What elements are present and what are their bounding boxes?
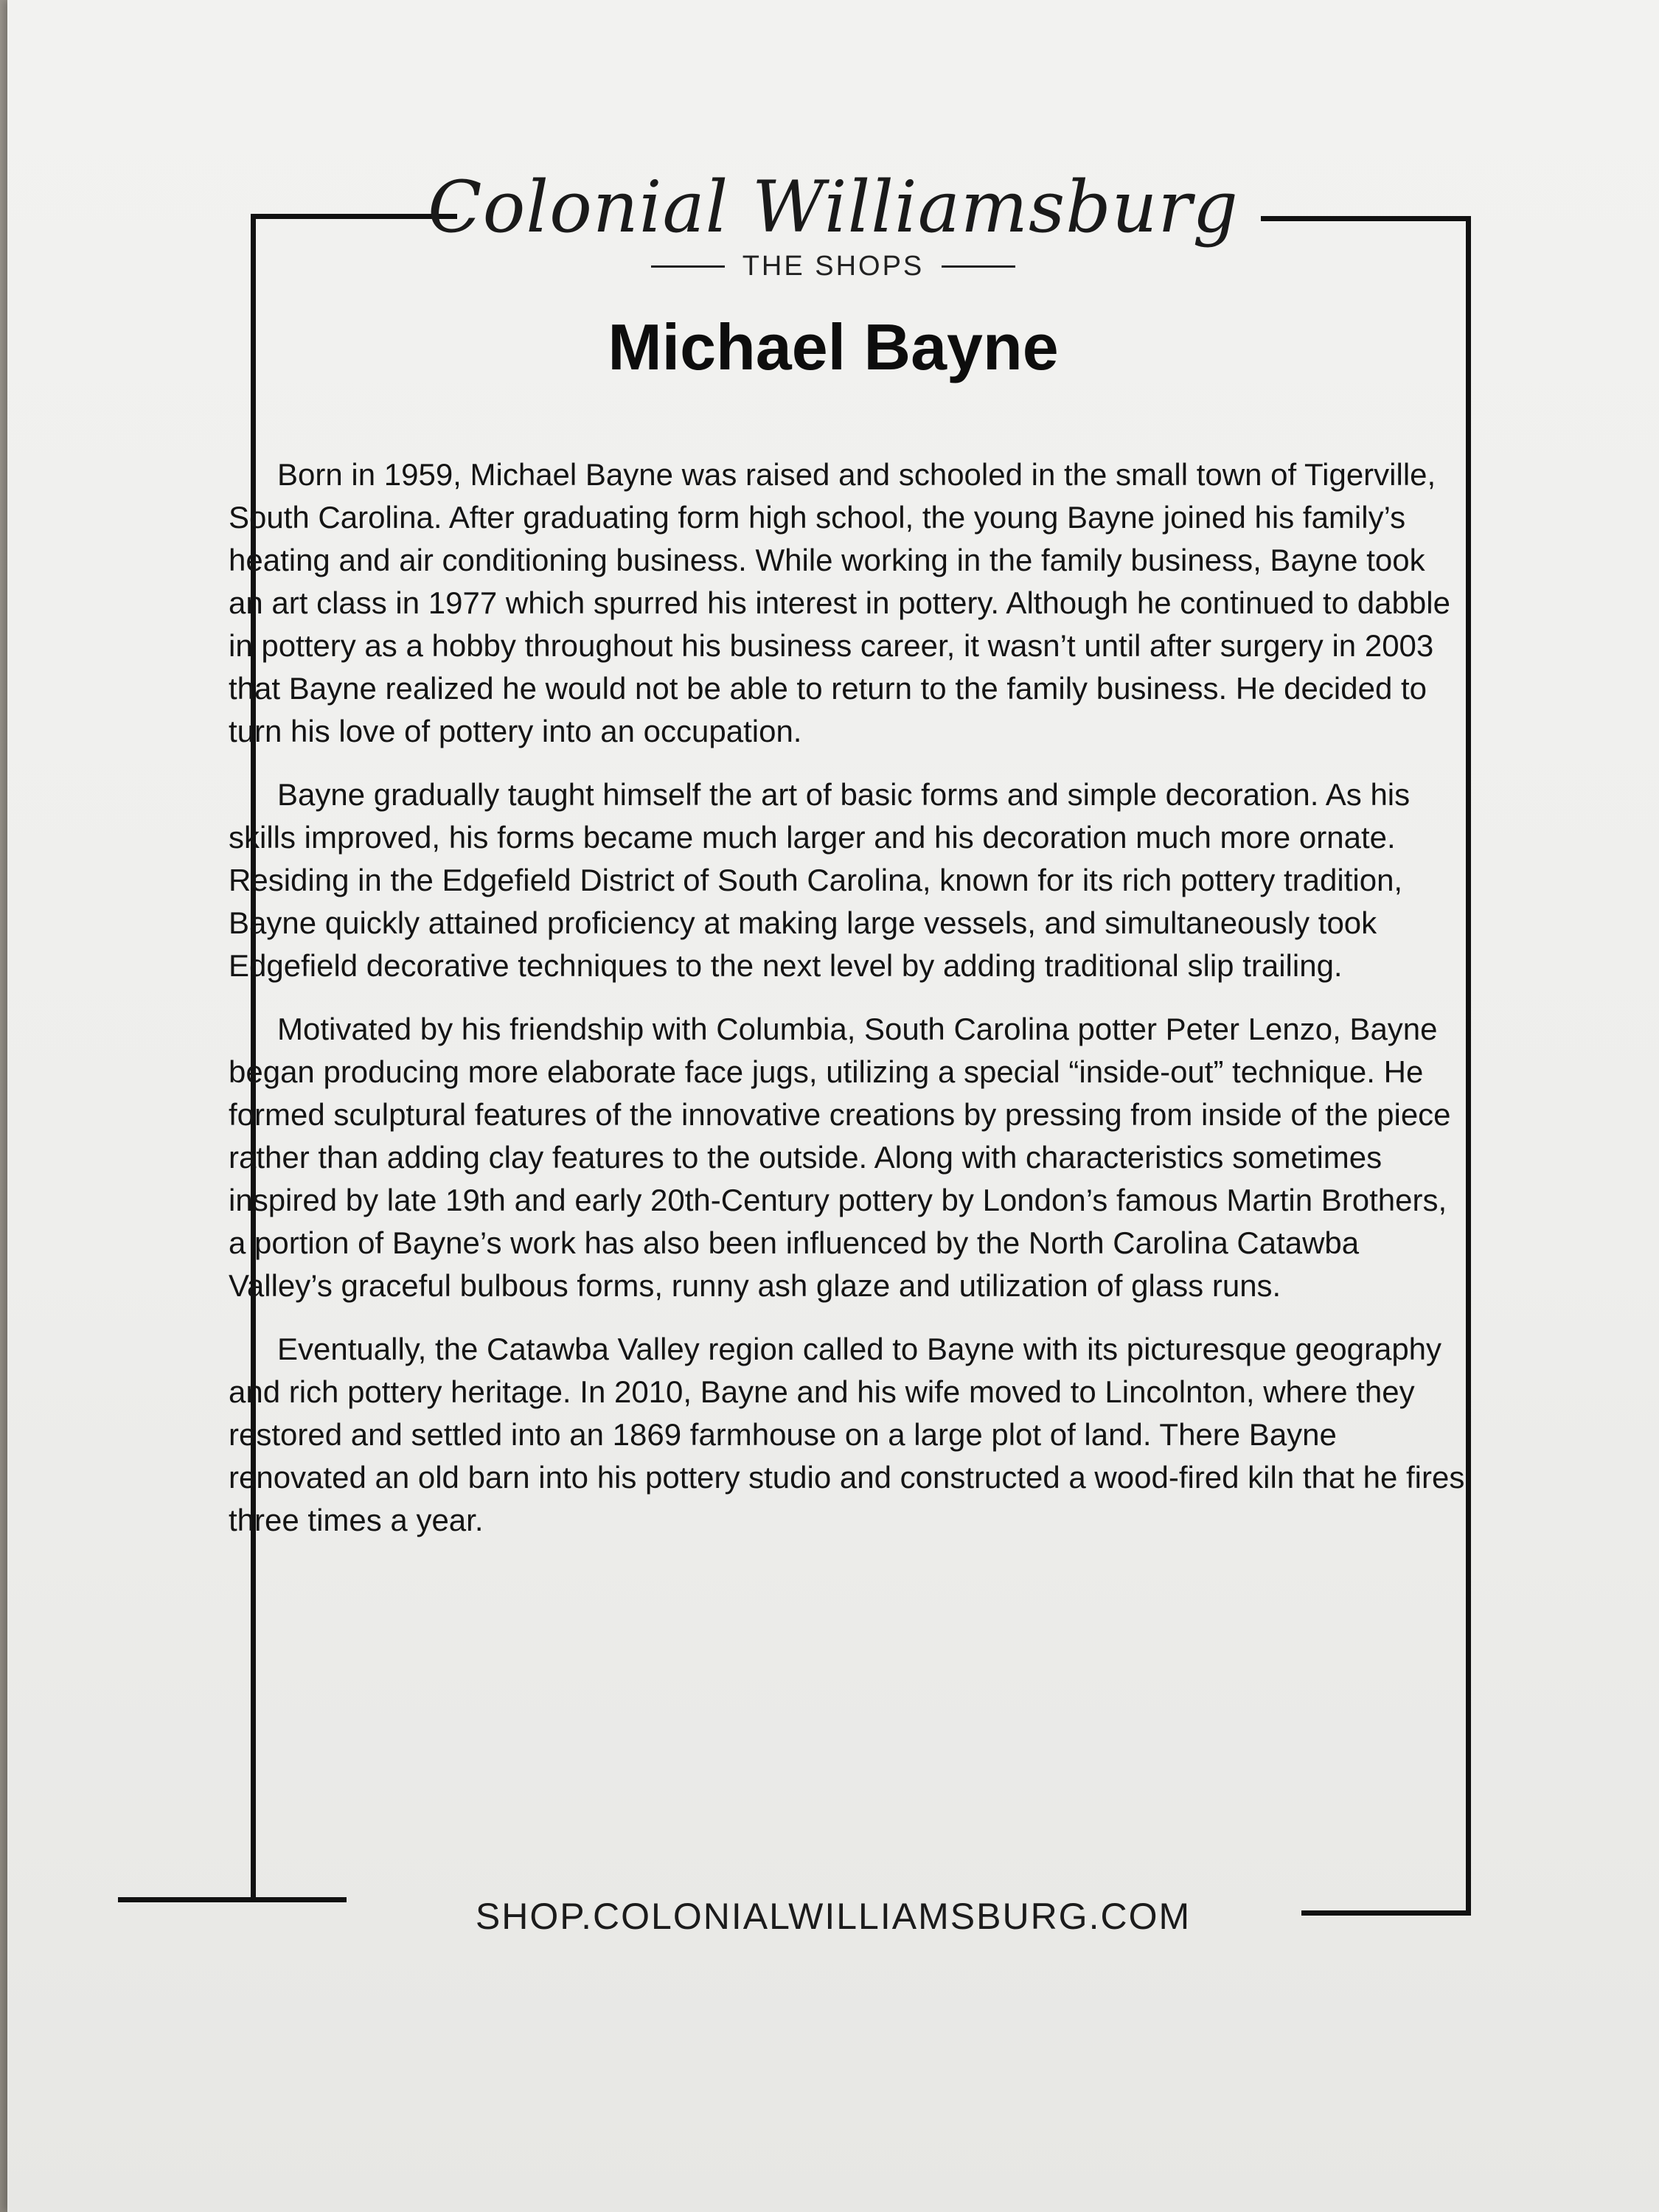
paper-sheet xyxy=(7,0,1659,2212)
paragraph-3: Motivated by his friendship with Columbia, South Carolina potter Peter Lenzo, Bayne began producing more elaborate face jugs, utilizing a special “inside-out” technique. He formed sculptural features of the innovative creations by pressing from inside of the piece rather than adding clay features to the outside. Along with characteristics sometimes inspired by late 19th and early 20th-Century pottery by London’s famous Martin Brothers, a portion of Bayne’s work has also been influenced by the North Carolina Catawba Valley’s graceful bulbous forms, runny ash glaze and utilization of glass runs. xyxy=(229,1012,1451,1303)
paragraph-2: Bayne gradually taught himself the art of basic forms and simple decoration. As his skills improved, his forms became much larger and his decoration much more ornate. Residing in the Edgefield District of South Carolina, known for its rich pottery tradition, Bayne quickly attained proficiency at making large vessels, and simultaneously took Edgefield decorative techniques to the next level by adding traditional slip trailing. xyxy=(229,777,1411,983)
website-url: SHOP.COLONIALWILLIAMSBURG.COM xyxy=(475,1896,1192,1937)
subtitle-text: THE SHOPS xyxy=(742,251,925,282)
page-title: Michael Bayne xyxy=(608,310,1059,383)
subtitle-rule-right xyxy=(942,265,1015,268)
logo-subtitle xyxy=(7,251,1659,282)
subtitle-rule-left xyxy=(651,265,725,268)
colonial-williamsburg-logo: Colonial Williamsburg xyxy=(428,166,1239,248)
paragraph-4: Eventually, the Catawba Valley region called to Bayne with its picturesque geography and rich pottery heritage. In 2010, Bayne and his wife moved to Lincolnton, where they restored and settled into an 1869 farmhouse on a large plot of land. There Bayne renovated an old barn into his pottery studio and constructed a wood-fired kiln that he fires three times a year. xyxy=(229,1332,1465,1537)
paragraph-1: Born in 1959, Michael Bayne was raised and schooled in the small town of Tigerville, South Carolina. After graduating form high school, the young Bayne joined his family’s heating and air conditioning business. While working in the family business, Bayne took an art class in 1977 which spurred his interest in pottery. Although he continued to dabble in pottery as a hobby throughout his business career, it wasn’t until after surgery in 2003 that Bayne realized he would not be able to return to the family business. He decided to turn his love of pottery into an occupation. xyxy=(229,457,1450,748)
biography-text xyxy=(229,453,1467,1562)
